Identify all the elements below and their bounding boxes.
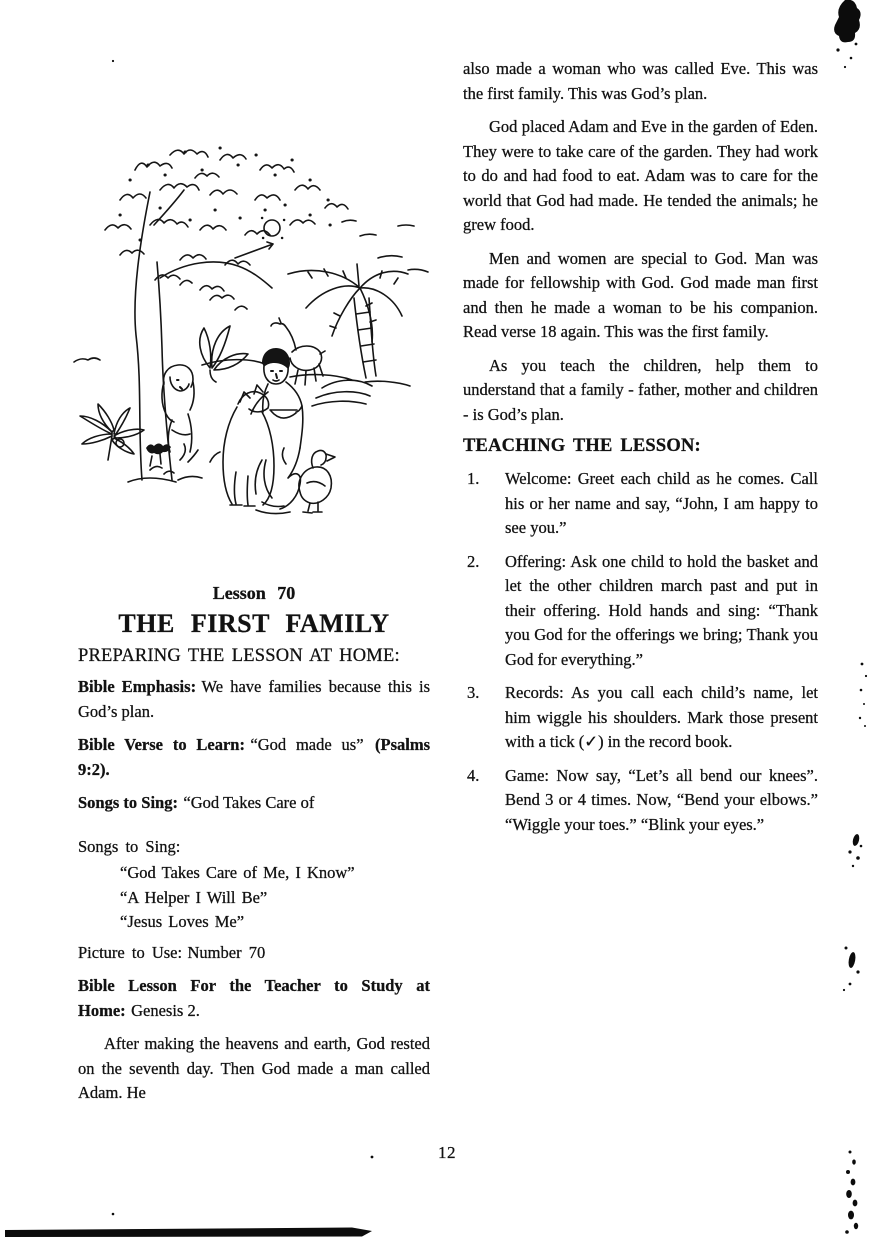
songs-list-heading: Songs to Sing: — [78, 836, 181, 856]
songs-inline-label: Songs to Sing: — [78, 793, 178, 812]
bible-verse-text: “God made us” — [250, 735, 364, 754]
bible-verse-reference: (Psalms 9:2). — [78, 735, 430, 779]
ink-specks-right-upper — [859, 663, 867, 727]
section-heading-preparing: PREPARING THE LESSON AT HOME: — [78, 646, 400, 666]
paragraph: also made a woman who was called Eve. This was the first family. This was God’s plan. — [463, 59, 818, 103]
songs-list — [78, 835, 430, 935]
duck — [299, 450, 335, 513]
ink-streak-bottom-right — [845, 1151, 858, 1234]
lesson-title: THE FIRST FAMILY — [118, 609, 390, 638]
right-column — [463, 57, 818, 846]
paragraph: After making the heavens and earth, God rested on the seventh day. Then God made a man called Adam. He — [78, 1034, 430, 1102]
page-number: 12 — [438, 1143, 456, 1162]
picture-to-use-label: Picture to Use: — [78, 942, 183, 962]
songs-inline-paragraph — [78, 791, 430, 816]
paragraph: As you teach the children, help them to understand that a family - father, mother and children - is God’s plan. — [463, 355, 818, 424]
ink-smudge-right-mid — [848, 833, 862, 867]
adam-figure — [251, 348, 303, 514]
list-item-number: 4. — [467, 765, 480, 785]
song-title: “A Helper I Will Be” — [120, 887, 268, 907]
garden-of-eden-illustration — [60, 130, 440, 530]
list-item-text: Records: As you call each child’s name, let him wiggle his shoulders. Mark those present with a tick (✓) in the record book. — [505, 683, 818, 751]
song-title: “Jesus Loves Me” — [120, 912, 245, 931]
list-item-text: Offering: Ask one child to hold the basket and let the other children march past and put in their offering. Hold hands and sing: “Thank you God for the offerings we bring; Thank you God for everything.” — [505, 551, 818, 669]
songs-inline-text: “God Takes Care of — [183, 793, 315, 812]
lesson-number: Lesson 70 — [212, 583, 296, 603]
list-item — [463, 467, 818, 541]
foreground-plants — [74, 326, 248, 466]
song-title: “God Takes Care of Me, I Know” — [120, 863, 355, 882]
picture-to-use-text: Number 70 — [187, 942, 266, 962]
ink-smudge-right-lower — [843, 947, 860, 992]
paragraph: God placed Adam and Eve in the garden of Eden. They were to take care of the garden. They had work to do and had food to eat. Adam was to care for the world that God had made. He tended the animals; he grew food. — [463, 117, 818, 234]
ink-smudge-top-right — [834, 0, 861, 68]
eve-figure — [162, 365, 194, 452]
bible-lesson-label: Bible Lesson For the Teacher to Study at Home: — [78, 976, 430, 1020]
palm-tree — [288, 264, 408, 406]
tree-canopy — [105, 148, 428, 310]
paragraph: Men and women are special to God. Man was made for fellowship with God. God made man first and then he made a woman to be his companion. Read verse 18 again. This was the first family. — [463, 248, 818, 341]
bible-emphasis-text: We have families because this is God’s plan. — [78, 677, 430, 721]
bible-emphasis-paragraph — [78, 675, 430, 724]
list-item-text: Welcome: Greet each child as he comes. Call his or her name and say, “John, I am happy to see you.” — [505, 469, 818, 537]
bible-lesson-text: Genesis 2. — [131, 1000, 200, 1020]
list-item — [463, 550, 818, 673]
bible-verse-paragraph — [78, 733, 430, 782]
section-heading-teaching: TEACHING THE LESSON: — [463, 436, 701, 456]
list-item-text: Game: Now say, “Let’s all bend our knees”. Bend 3 or 4 times. Now, “Bend your elbows.” “Wiggle your toes.” “Blink your eyes.” — [505, 765, 818, 834]
bible-lesson-paragraph — [78, 974, 430, 1023]
bible-verse-label: Bible Verse to Learn: — [78, 735, 245, 754]
list-item — [463, 681, 818, 755]
list-item-number: 1. — [467, 469, 480, 488]
picture-to-use-paragraph — [78, 941, 430, 966]
left-column — [78, 583, 430, 1115]
list-item-number: 3. — [467, 683, 480, 702]
list-item-number: 2. — [467, 551, 480, 571]
bible-emphasis-label: Bible Emphasis: — [78, 677, 197, 696]
list-item — [463, 764, 818, 838]
